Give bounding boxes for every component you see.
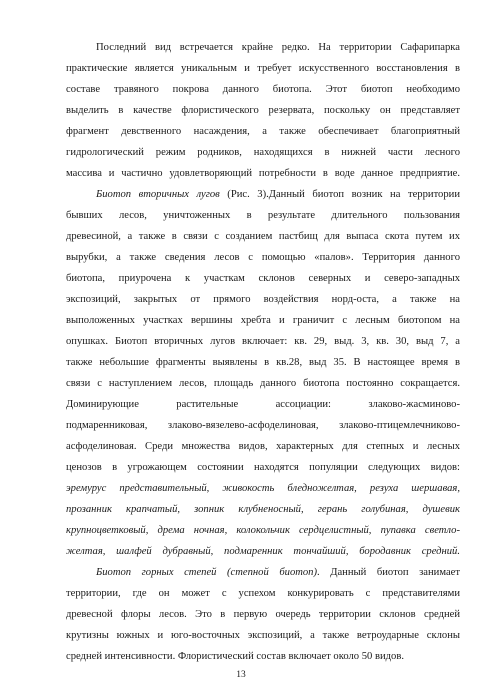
text-line: подмаренниковая, злаково-вязелево-асфоделиновая, злаково-птицемлечниково- bbox=[66, 420, 460, 431]
text-line: опушках. Биотоп вторичных лугов включает: кв. 29, выд. 3, кв. 30, выд 7, а bbox=[66, 336, 460, 347]
species-list-line: эремурус представительный, живокость бледножелтая, резуха шершавая, bbox=[66, 483, 460, 494]
text-line: связи с наступлением лесов, площадь данного биотопа постоянно сокращается. bbox=[66, 378, 460, 389]
text-line: крутизны южных и юго-восточных экспозиций, а также ветроударные склоны bbox=[66, 630, 460, 641]
section-heading: Биотоп горных степей (степной биотоп) bbox=[96, 567, 318, 578]
text-line: территории, где он может с успехом конкурировать с представителями bbox=[66, 588, 460, 599]
species-list-line: желтая, шалфей дубравный, подмаренник тончайший, бородавник средний. bbox=[66, 546, 460, 557]
text-line: Биотоп горных степей (степной биотоп). Данный биотоп занимает bbox=[96, 567, 460, 578]
text-line: ценозов в угрожающем состоянии находятся популяции следующих видов: bbox=[66, 462, 460, 473]
text-line: древесиной, а также в связи с созданием пастбищ для выпаса скота путем их bbox=[66, 231, 460, 242]
text-line: асфоделиновая. Среди множества видов, характерных для степных и лесных bbox=[66, 441, 460, 452]
text-line: средней интенсивности. Флористический состав включает около 50 видов. bbox=[66, 651, 404, 662]
text-line: Доминирующие растительные ассоциации: злаково-жасминово- bbox=[66, 399, 460, 410]
text-line: вырубки, а также сведения лесов с помощью «палов». Территория данного bbox=[66, 252, 460, 263]
text-line: массива и частично удовлетворяющий потребности в воде данное предприятие. bbox=[66, 168, 460, 179]
text-line: Биотоп вторичных лугов (Рис. 3).Данный биотоп возник на территории bbox=[96, 189, 460, 200]
text-line: экспозиций, закрытых от прямого воздействия норд-оста, а также на bbox=[66, 294, 460, 305]
text-line: фрагмент девственного насаждения, а также обеспечивает благоприятный bbox=[66, 126, 460, 137]
text-line: составе травяного покрова данного биотопа. Этот биотоп необходимо bbox=[66, 84, 460, 95]
text-line: выположенных участках вершины хребта и граничит с лесным биотопом на bbox=[66, 315, 460, 326]
text-line: также небольшие фрагменты выявлены в кв.28, выд 35. В настоящее время в bbox=[66, 357, 460, 368]
page-number: 13 bbox=[236, 670, 246, 680]
section-heading: Биотоп вторичных лугов bbox=[96, 189, 220, 200]
species-list-line: крупноцветковый, дрема ночная, колокольчик сердцелистный, пупавка светло- bbox=[66, 525, 460, 536]
species-list-line: прозанник крапчатый, зопник клубненосный, герань голубиная, душевик bbox=[66, 504, 460, 515]
text-line: древесной флоры лесов. Это в первую очередь территории склонов средней bbox=[66, 609, 460, 620]
text-line: Последний вид встречается крайне редко. На территории Сафарипарка bbox=[96, 42, 460, 53]
text-line: гидрологический режим родников, находящихся в нижней части лесного bbox=[66, 147, 460, 158]
text-line: практические является уникальным и требует искусственного восстановления в bbox=[66, 63, 460, 74]
text-line: биотопа, приурочена к участкам склонов северных и северо-западных bbox=[66, 273, 460, 284]
text-line: бывших лесов, уничтоженных в результате длительного пользования bbox=[66, 210, 460, 221]
text-line: выделить в качестве флористического резервата, поскольку он представляет bbox=[66, 105, 460, 116]
